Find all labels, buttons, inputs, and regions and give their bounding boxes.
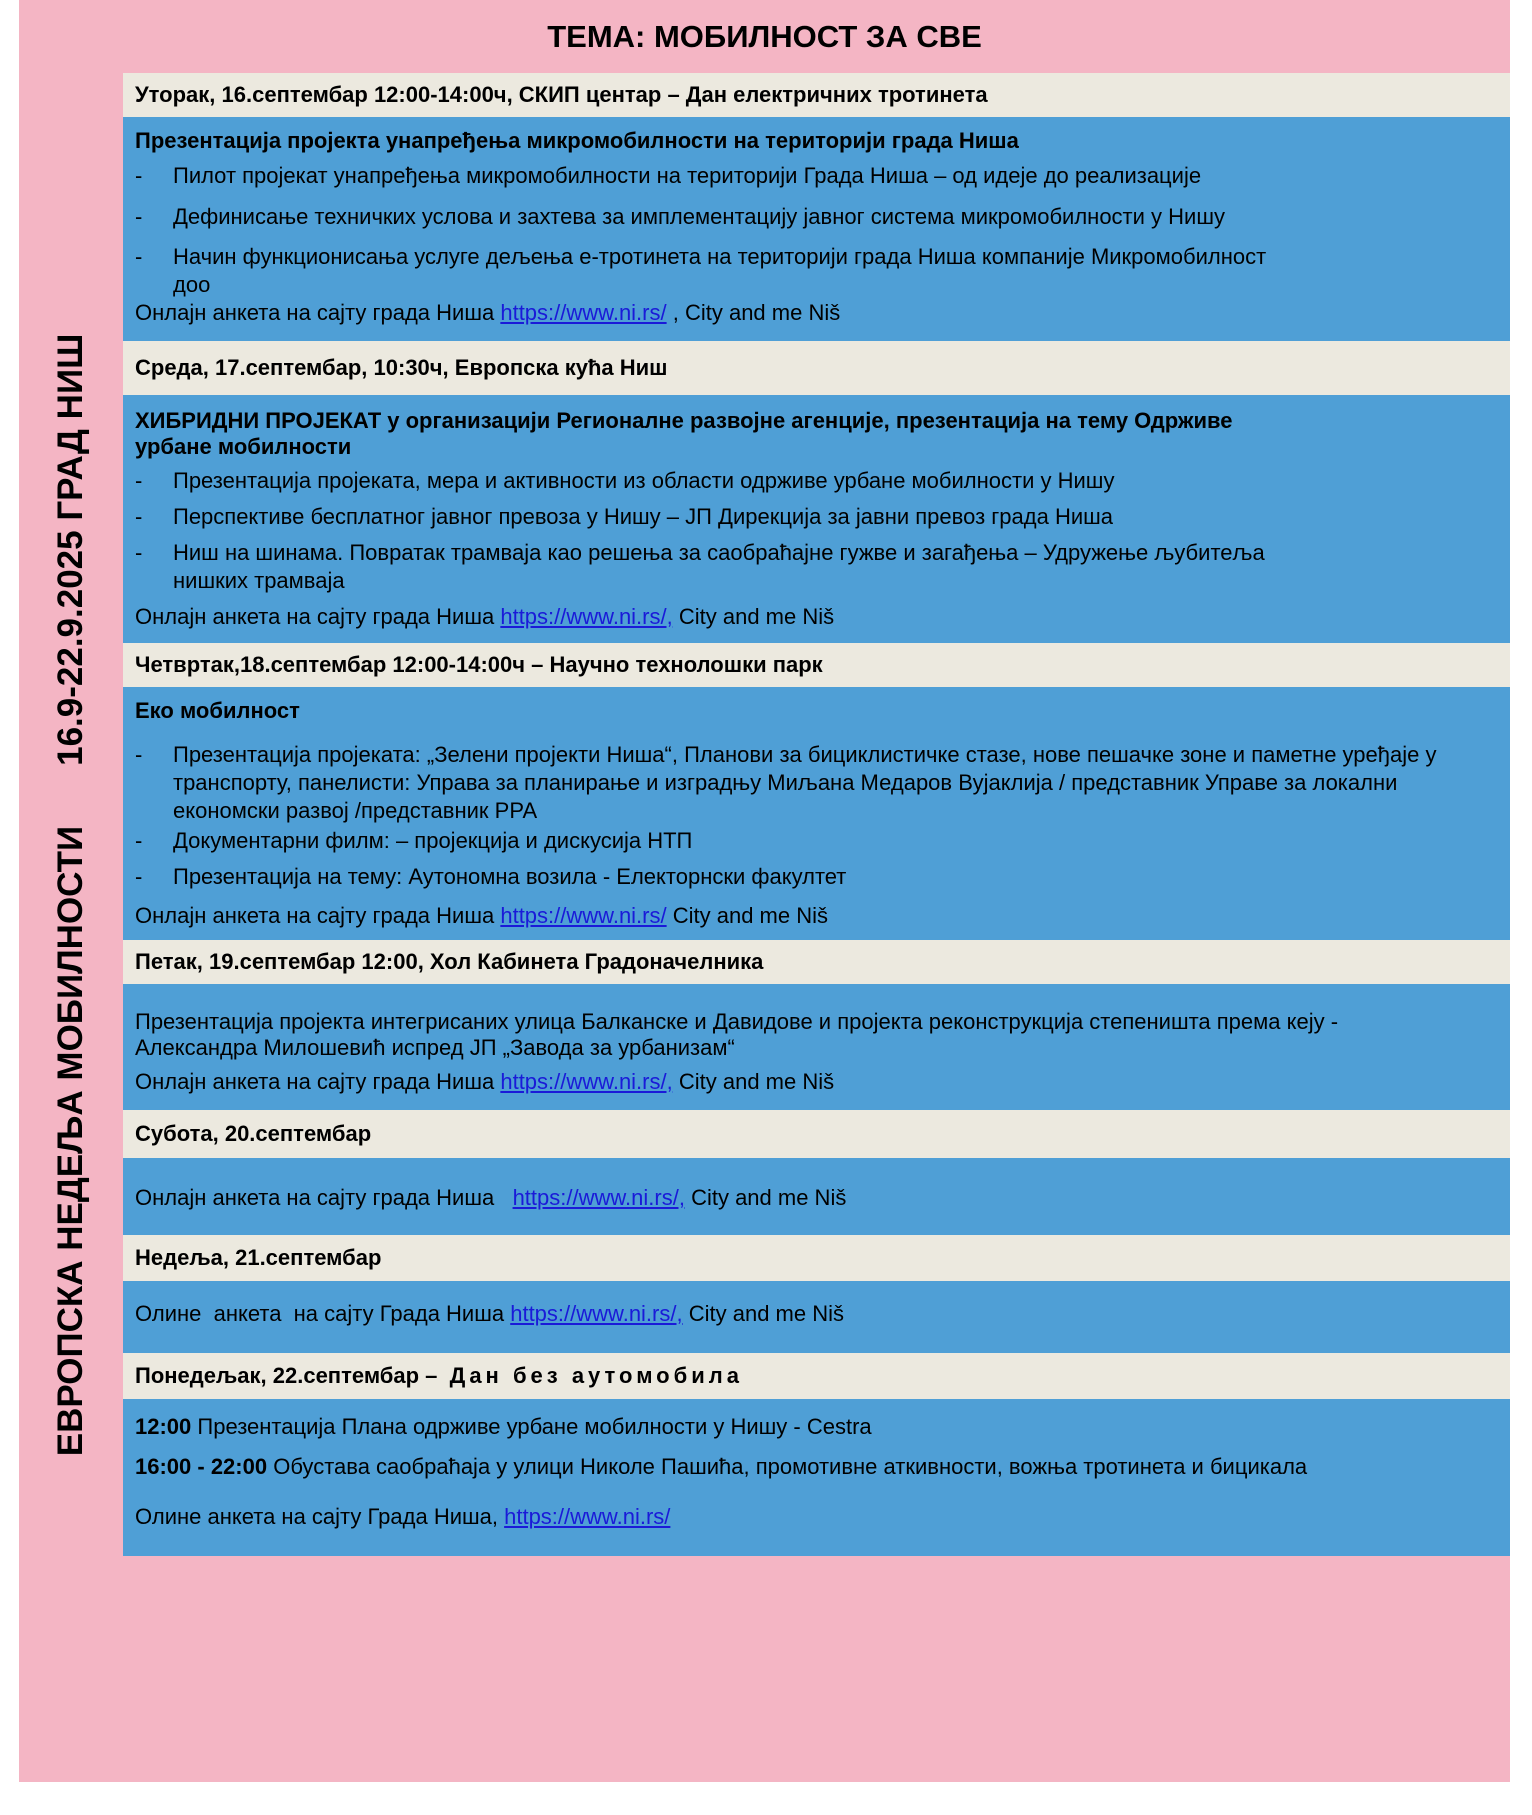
- program-sheet: [19, 0, 1510, 1782]
- day-block-saturday: [123, 1158, 1510, 1235]
- survey-line: Онлајн анкета на сајту града Ниша https://www.ni.rs/, City and me Niš: [135, 1069, 835, 1094]
- side-banner-text: [51, 95, 91, 1695]
- day-block-tuesday: [123, 117, 1510, 341]
- day-block-monday: [123, 1399, 1510, 1556]
- side-label-event: ЕВРОПСКА НЕДЕЉА МОБИЛНОСТИ: [51, 825, 90, 1457]
- day-header-friday: [123, 940, 1510, 984]
- list-item: - Начин функционисања услуге дељења е-тротинета на територији града Ниша компаније Микромобилност доо: [135, 244, 1267, 297]
- day-header-monday: Понедељак, 22.септембар – Дан без аутомобила: [123, 1353, 1510, 1399]
- survey-link[interactable]: https://www.ni.rs/: [504, 1504, 671, 1529]
- survey-link[interactable]: https://www.ni.rs/,: [510, 1301, 683, 1326]
- survey-line: Онлајн анкета на сајту града Ниша https://www.ni.rs/ City and me Niš: [135, 903, 829, 928]
- list-item: - Пилот пројекат унапређења микромобилности на територији Града Ниша – од идеје до реализације: [135, 163, 1202, 188]
- list-item: - Перспективе бесплатног јавног превоза у Нишу – ЈП Дирекција за јавни превоз града Ниша: [135, 504, 1114, 529]
- day-header-wednesday: [123, 341, 1510, 395]
- list-item: - Ниш на шинама. Повратак трамваја као решења за саобраћајне гужве и загађења – Удружење љубитеља нишких трамваја: [135, 540, 1265, 593]
- day-header-text: Петак, 19.септембар 12:00, Хол Кабинета Градоначелника: [135, 949, 764, 974]
- day-header-thursday: [123, 643, 1510, 687]
- day-block-thursday: [123, 687, 1510, 940]
- list-item: - Дефинисање техничких услова и захтева за имплементацију јавног система микромобилности у Нишу: [135, 204, 1225, 229]
- survey-link[interactable]: https://www.ni.rs/,: [512, 1185, 685, 1210]
- list-item: - Презентација на тему: Аутономна возила - Електорнски факултет: [135, 864, 847, 889]
- block-heading: Еко мобилност: [135, 698, 300, 723]
- day-header-text: Четвртак,18.септембар 12:00-14:00ч – Научно технолошки парк: [135, 652, 823, 677]
- block-heading-cont: урбане мобилности: [135, 434, 352, 459]
- day-header-text: Уторак, 16.септембар 12:00-14:00ч, СКИП центар – Дан електричних тротинета: [135, 82, 988, 107]
- survey-link[interactable]: https://www.ni.rs/: [500, 300, 667, 325]
- day-header-text: Недеља, 21.септембар: [135, 1245, 382, 1270]
- survey-link[interactable]: https://www.ni.rs/,: [500, 1069, 673, 1094]
- day-block-sunday: [123, 1281, 1510, 1353]
- survey-line: Онлајн анкета на сајту града Ниша https://www.ni.rs/ , City and me Niš: [135, 300, 841, 325]
- survey-line: Онлајн анкета на сајту града Ниша https://www.ni.rs/, City and me Niš: [135, 604, 835, 629]
- day-header-sunday: [123, 1235, 1510, 1281]
- side-banner: [19, 73, 123, 1782]
- day-header-tuesday: [123, 73, 1510, 117]
- schedule-item: 16:00 - 22:00 Обустава саобраћаја у улици Николе Пашића, промотивне аткивности, вожња тротинета и бицикала: [135, 1454, 1308, 1479]
- block-text: Презентација пројекта интегрисаних улица Балканске и Давидове и пројекта реконструкција степеништа према кеју -: [135, 1009, 1339, 1034]
- schedule-item: 12:00 Презентација Плана одрживе урбане мобилности у Нишу - Cestra: [135, 1414, 872, 1439]
- list-item: - Презентација пројеката, мера и активности из области одрживе урбане мобилности у Нишу: [135, 468, 1115, 493]
- survey-link[interactable]: https://www.ni.rs/: [500, 903, 667, 928]
- side-label-dates: 16.9-22.9.2025 ГРАД НИШ: [51, 333, 90, 766]
- day-block-wednesday: [123, 395, 1510, 643]
- list-item: - Документарни филм: – пројекција и дискусија НТП: [135, 828, 693, 853]
- survey-line: Олине анкета на сајту Града Ниша, https://www.ni.rs/: [135, 1504, 671, 1529]
- block-heading: Презентација пројекта унапређења микромобилности на територији града Ниша: [135, 128, 1019, 153]
- list-item: - Презентација пројеката: „Зелени пројекти Ниша“, Планови за бициклистичке стазе, нове пешачке зоне и паметне уређаје у транспорту, панелисти: Управа за планирање и изградњу Миљана Медаров Вујаклија / представник Управе за локални економски развој /представник РРА: [135, 742, 1437, 823]
- survey-link[interactable]: https://www.ni.rs/,: [500, 604, 673, 629]
- day-header-text: Среда, 17.септембар, 10:30ч, Европска кућа Ниш: [135, 355, 668, 380]
- page-title: ТЕМА: МОБИЛНОСТ ЗА СВЕ: [547, 19, 982, 54]
- day-block-friday: [123, 984, 1510, 1110]
- block-text-cont: Александра Милошевић испред ЈП „Завода за урбанизам“: [135, 1035, 735, 1060]
- schedule: [123, 73, 1510, 1782]
- survey-line: Онлајн анкета на сајту града Ниша https://www.ni.rs/, City and me Niš: [135, 1185, 847, 1210]
- day-header-text: Субота, 20.септембар: [135, 1121, 372, 1146]
- block-heading: ХИБРИДНИ ПРОЈЕКАТ у организацији Регионалне развојне агенције, презентација на тему Одрживе: [135, 408, 1233, 433]
- day-header-saturday: [123, 1110, 1510, 1158]
- car-free-day-label: Дан без аутомобила: [449, 1363, 743, 1388]
- survey-line: Олине анкета на сајту Града Ниша https://www.ni.rs/, City and me Niš: [135, 1301, 844, 1326]
